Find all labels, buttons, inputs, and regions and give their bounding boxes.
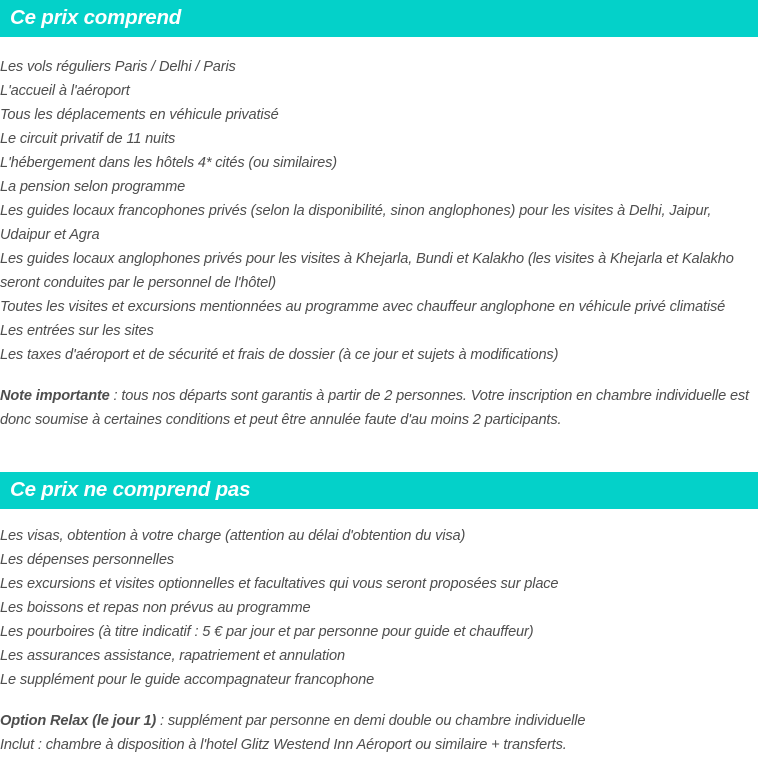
list-item: Les pourboires (à titre indicatif : 5 € par jour et par personne pour guide et chauffeur) bbox=[0, 624, 534, 640]
list-item: Les excursions et visites optionnelles et facultatives qui vous seront proposées sur place bbox=[0, 576, 559, 592]
list-item: Les boissons et repas non prévus au programme bbox=[0, 600, 311, 616]
includes-list bbox=[0, 55, 758, 367]
list-item: Les taxes d'aéroport et de sécurité et frais de dossier (à ce jour et sujets à modifications) bbox=[0, 347, 559, 363]
option-relax-body: : supplément par personne en demi double ou chambre individuelle bbox=[156, 713, 586, 729]
list-item: Les entrées sur les sites bbox=[0, 323, 154, 339]
spacer bbox=[0, 367, 758, 384]
list-item: L'hébergement dans les hôtels 4* cités (ou similaires) bbox=[0, 155, 337, 171]
list-item: Tous les déplacements en véhicule privatisé bbox=[0, 107, 279, 123]
list-item: Les visas, obtention à votre charge (attention au délai d'obtention du visa) bbox=[0, 528, 466, 544]
important-note-body: : tous nos départs sont garantis à partir de 2 personnes. Votre inscription en chambre individuelle est donc soumise à certaines conditions et peut être annulée faute d'au moins 2 participants. bbox=[0, 388, 749, 428]
option-relax-note bbox=[0, 709, 758, 733]
section-title-includes: Ce prix comprend bbox=[10, 6, 182, 30]
spacer bbox=[0, 432, 758, 472]
important-note-label: Note importante bbox=[0, 388, 110, 404]
section-title-excludes: Ce prix ne comprend pas bbox=[10, 478, 251, 502]
spacer bbox=[0, 692, 758, 709]
important-note bbox=[0, 384, 758, 432]
list-item: L'accueil à l'aéroport bbox=[0, 83, 130, 99]
list-item: Les guides locaux francophones privés (selon la disponibilité, sinon anglophones) pour les visites à Delhi, Jaipur, Udaipur et Agra bbox=[0, 203, 712, 243]
list-item: Les guides locaux anglophones privés pour les visites à Khejarla, Bundi et Kalakho (les visites à Khejarla et Kalakho seront conduites par le personnel de l'hôtel) bbox=[0, 251, 734, 291]
section-price-excludes bbox=[0, 472, 758, 757]
section-body-excludes bbox=[0, 524, 758, 757]
option-relax-details: Inclut : chambre à disposition à l'hotel Glitz Westend Inn Aéroport ou similaire + transferts. bbox=[0, 737, 567, 753]
list-item: Les dépenses personnelles bbox=[0, 552, 174, 568]
spacer bbox=[0, 37, 758, 55]
section-header-excludes bbox=[0, 472, 758, 509]
list-item: Toutes les visites et excursions mentionnées au programme avec chauffeur anglophone en véhicule privé climatisé bbox=[0, 299, 726, 315]
option-relax-label: Option Relax (le jour 1) bbox=[0, 713, 157, 729]
section-header-includes bbox=[0, 0, 758, 37]
list-item: Les assurances assistance, rapatriement et annulation bbox=[0, 648, 345, 664]
spacer bbox=[0, 509, 758, 524]
list-item: La pension selon programme bbox=[0, 179, 186, 195]
list-item: Le circuit privatif de 11 nuits bbox=[0, 131, 176, 147]
section-body-includes bbox=[0, 55, 758, 432]
excludes-list bbox=[0, 524, 758, 692]
list-item: Le supplément pour le guide accompagnateur francophone bbox=[0, 672, 375, 688]
list-item: Les vols réguliers Paris / Delhi / Paris bbox=[0, 59, 236, 75]
